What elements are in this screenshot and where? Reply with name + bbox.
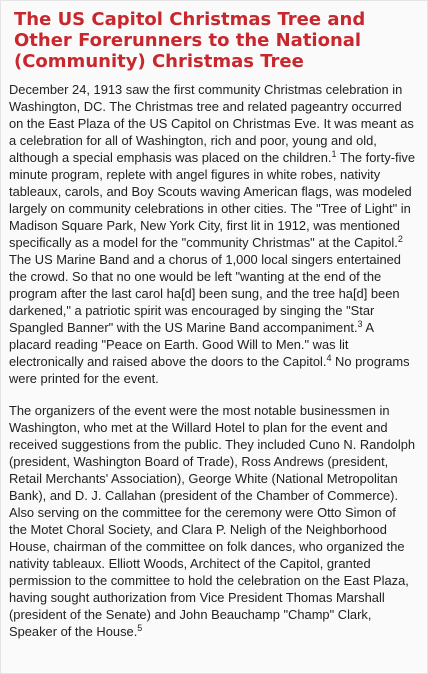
article-paragraph-1 xyxy=(9,81,417,387)
footnote-ref-5[interactable]: 5 xyxy=(137,623,143,633)
article-title: The US Capitol Christmas Tree and Other Forerunners to the National (Community) Christmas Tree xyxy=(14,9,366,72)
paragraph-1-text-5: No programs were printed for the event. xyxy=(9,354,410,386)
paragraph-1-text-4: A placard reading "Peace on Earth. Good Will to Men." was lit electronically and raised above the doors to the Capitol. xyxy=(9,320,374,369)
footnote-ref-3[interactable]: 3 xyxy=(357,319,363,329)
paragraph-2-text-1: The organizers of the event were the most notable businessmen in Washington, who met at the Willard Hotel to plan for the event and received suggestions from the public. They included Cuno N. Randolph (president, Washington Board of Trade), Ross Andrews (president, Retail Merchants' Association), George White (National Metropolitan Bank), and D. J. Callahan (president of the Chamber of Commerce). Also serving on the committee for the ceremony were Otto Simon of the Motet Choral Society, and Clara P. Neligh of the Neighborhood House, chairman of the committee on folk dances, who organized the nativity tableaux. Elliott Woods, Architect of the Capitol, granted permission to the committee to hold the celebration on the East Plaza, having sought authorization from Vice President Thomas Marshall (president of the Senate) and John Beauchamp "Champ" Clark, Speaker of the House. xyxy=(9,403,416,639)
paragraph-1-text-1: December 24, 1913 saw the first community Christmas celebration in Washington, DC. The Christmas tree and related pageantry occurred on the East Plaza of the US Capitol on Christmas Eve. It was meant as a celebration for all of Washington, rich and poor, young and old, although a special emphasis was placed on the children. xyxy=(9,82,414,165)
footnote-ref-4[interactable]: 4 xyxy=(326,353,332,363)
footnote-ref-1[interactable]: 1 xyxy=(331,149,337,159)
paragraph-1-text-2: The forty-five minute program, replete with angel figures in white robes, nativity tableaux, carols, and Boy Scouts waving American flags, was modeled largely on community celebrations in other cities. The "Tree of Light" in Madison Square Park, New York City, first lit in 1912, was mentioned specifically as a model for the "community Christmas" at the Capitol. xyxy=(9,150,416,250)
article-paragraph-2 xyxy=(9,402,417,640)
paragraph-1-text-3: The US Marine Band and a chorus of 1,000 local singers entertained the crowd. So that no one would be left "wanting at the end of the program after the last carol ha[d] been sung, and the tree ha[d] been darkened," a patriotic spirit was encouraged by singing the "Star Spangled Banner" with the US Marine Band accompaniment. xyxy=(9,252,401,335)
article-content xyxy=(9,9,417,655)
footnote-ref-2[interactable]: 2 xyxy=(397,234,403,244)
